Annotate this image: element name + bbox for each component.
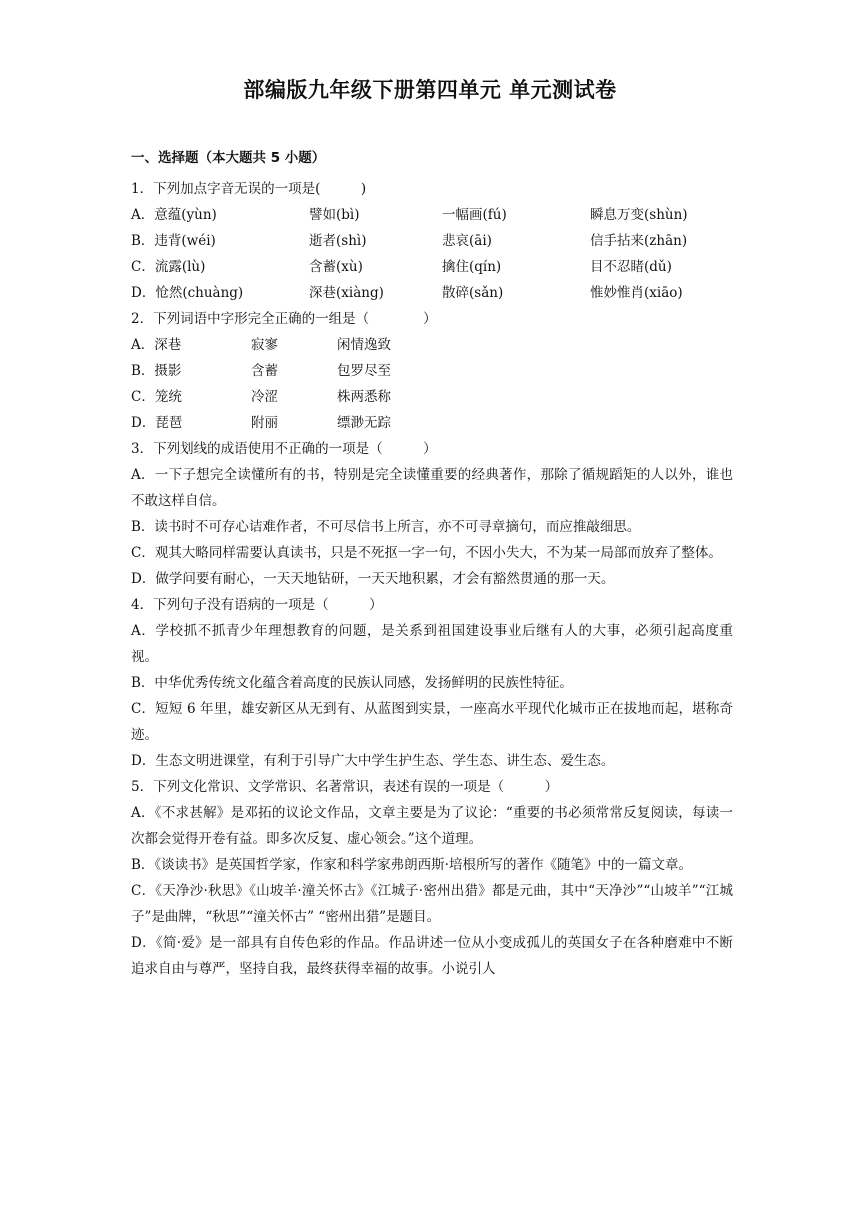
option-term: 含蓄(xù) [309, 259, 363, 275]
option-term: 含蓄 [251, 363, 278, 379]
question-3-stem: 3．下列划线的成语使用不正确的一项是（ ） [131, 441, 437, 457]
question-list [131, 176, 733, 982]
question-5-option-b: B．《谈读书》是英国哲学家，作家和科学家弗朗西斯·培根所写的著作《随笔》中的一篇文章。 [131, 857, 692, 873]
section-heading: 一、选择题（本大题共 5 小题） [131, 150, 326, 166]
question-4-option-d: D．生态文明进课堂，有利于引导广大中学生护生态、学生态、讲生态、爱生态。 [131, 753, 615, 769]
option-term: 缥渺无踪 [337, 415, 391, 431]
option-term: 散碎(sǎn) [442, 285, 504, 301]
question-2-option-c [131, 384, 733, 410]
option-term: B．违背(wéi) [131, 233, 216, 249]
question-2-option-d [131, 410, 733, 436]
question-1-option-c [131, 254, 733, 280]
option-term: D．怆然(chuàng) [131, 285, 244, 301]
question-4-option-a: A．学校抓不抓青少年理想教育的问题，是关系到祖国建设事业后继有人的大事，必须引起高度重视。 [131, 623, 733, 665]
question-3-option-a: A．一下子想完全读懂所有的书，特别是完全读懂重要的经典著作，那除了循规蹈矩的人以外，谁也不敢这样自信。 [131, 467, 733, 509]
question-5-option-c: C．《天净沙·秋思》《山坡羊·潼关怀古》《江城子·密州出猎》都是元曲，其中“天净沙”“山坡羊”“江城子”是曲牌，“秋思”“潼关怀古” “密州出猎”是题目。 [131, 883, 733, 925]
option-term: 寂寥 [251, 337, 278, 353]
option-term: 闲情逸致 [337, 337, 391, 353]
question-1-option-a [131, 202, 733, 228]
question-4-stem: 4．下列句子没有语病的一项是（ ） [131, 597, 383, 613]
option-term: D．琵琶 [131, 415, 183, 431]
question-2-option-a [131, 332, 733, 358]
question-3-option-c: C．观其大略同样需要认真读书，只是不死抠一字一句，不因小失大，不为某一局部而放弃了整体。 [131, 545, 722, 561]
option-term: C．笼统 [131, 389, 182, 405]
option-term: 一幅画(fú) [442, 207, 507, 223]
question-5-option-d: D．《简·爱》是一部具有自传色彩的作品。作品讲述一位从小变成孤儿的英国女子在各种磨难中不断追求自由与尊严，坚持自我，最终获得幸福的故事。小说引人 [131, 935, 733, 977]
question-3-option-d: D．做学问要有耐心，一天天地钻研，一天天地积累，才会有豁然贯通的那一天。 [131, 571, 615, 587]
question-3-option-b: B．读书时不可存心诘难作者，不可尽信书上所言，亦不可寻章摘句，而应推敲细思。 [131, 519, 641, 535]
option-term: 目不忍睹(dǔ) [590, 259, 672, 275]
option-term: 冷涩 [251, 389, 278, 405]
option-term: 逝者(shì) [309, 233, 367, 249]
question-1-option-b [131, 228, 733, 254]
option-term: 深巷(xiàng) [309, 285, 384, 301]
option-term: 擒住(qín) [442, 259, 502, 275]
option-term: 株两悉称 [337, 389, 391, 405]
option-term: 信手拈来(zhān) [590, 233, 688, 249]
option-term: C．流露(lù) [131, 259, 206, 275]
question-1-stem: 1．下列加点字音无误的一项是( ) [131, 181, 367, 197]
question-2-option-b [131, 358, 733, 384]
option-term: A．深巷 [131, 337, 182, 353]
option-term: 包罗尽至 [337, 363, 391, 379]
option-term: 附丽 [251, 415, 278, 431]
option-term: A．意蕴(yùn) [131, 207, 217, 223]
option-term: 惟妙惟肖(xiāo) [590, 285, 683, 301]
question-4-option-b: B．中华优秀传统文化蕴含着高度的民族认同感，发扬鲜明的民族性特征。 [131, 675, 573, 691]
option-term: B．摄影 [131, 363, 182, 379]
question-4-option-c: C．短短 6 年里，雄安新区从无到有、从蓝图到实景，一座高水平现代化城市正在拔地而起，堪称奇迹。 [131, 701, 733, 743]
option-term: 瞬息万变(shùn) [590, 207, 688, 223]
question-5-option-a: A．《不求甚解》是邓拓的议论文作品，文章主要是为了议论：“重要的书必须常常反复阅读，每读一次都会觉得开卷有益。即多次反复、虚心领会。”这个道理。 [131, 805, 733, 847]
option-term: 譬如(bì) [309, 207, 360, 223]
option-term: 悲哀(āi) [442, 233, 492, 249]
question-2-stem: 2．下列词语中字形完全正确的一组是（ ） [131, 311, 437, 327]
question-1-option-d [131, 280, 733, 306]
page-title: 部编版九年级下册第四单元 单元测试卷 [243, 78, 617, 102]
question-5-stem: 5．下列文化常识、文学常识、名著常识，表述有误的一项是（ ） [131, 779, 559, 795]
